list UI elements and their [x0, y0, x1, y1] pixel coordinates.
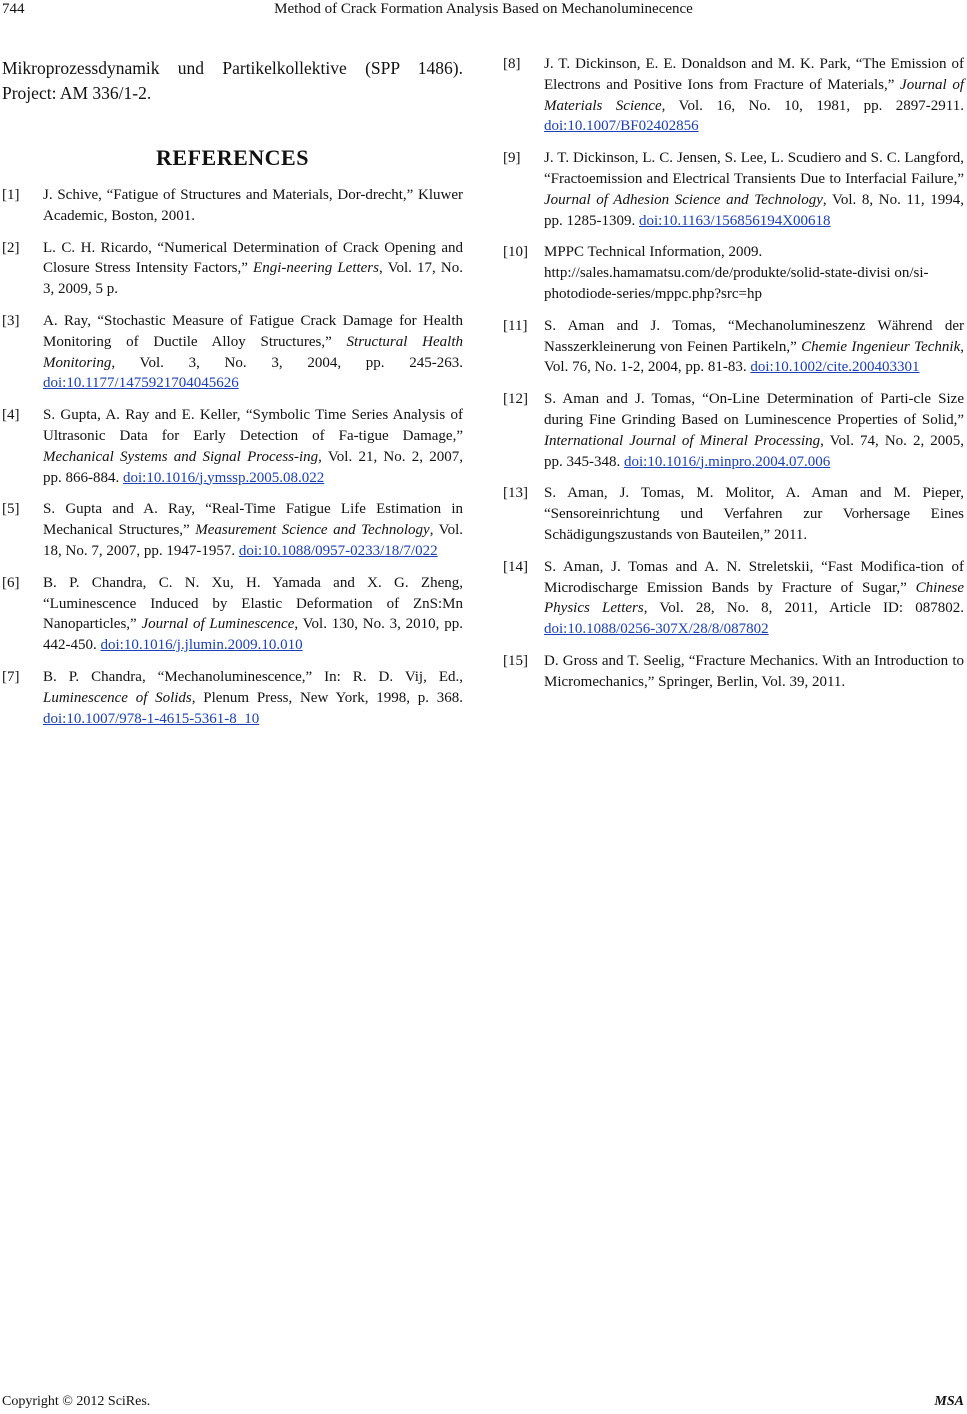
reference-item — [503, 483, 964, 545]
reference-list-left — [2, 185, 463, 729]
copyright-notice: Copyright © 2012 SciRes. — [2, 1394, 151, 1409]
reference-number: [14] — [503, 558, 528, 575]
reference-item — [503, 54, 964, 137]
reference-number: [6] — [2, 574, 20, 591]
reference-details: , Vol. 8, No. 11, 1994, pp. 1285-1309. — [544, 191, 964, 229]
reference-source-title: Chemie Ingenieur Technik — [801, 338, 961, 355]
reference-list-right — [503, 54, 964, 693]
reference-number: [5] — [2, 501, 20, 518]
reference-source-title: Structural Health Monitoring — [43, 333, 463, 371]
reference-item — [503, 557, 964, 640]
reference-number: [9] — [503, 150, 521, 167]
reference-text: S. Aman, J. Tomas and A. N. Streletskii, “Fast Modifica-tion of Microdischarge Emission Bands by Fracture of Sugar,” — [544, 558, 964, 596]
reference-item — [2, 311, 463, 394]
reference-source-title: Journal of Materials Science — [544, 76, 964, 114]
reference-text: S. Gupta and A. Ray, “Real-Time Fatigue Life Estimation in Mechanical Structures,” — [43, 501, 463, 539]
reference-source-title: Measurement Science and Technology — [195, 522, 430, 539]
reference-text: J. T. Dickinson, L. C. Jensen, S. Lee, L. Scudiero and S. C. Langford, “Fractoemission and Electrical Transients Due to Interfacial Failure,” — [544, 150, 964, 187]
reference-item — [2, 185, 463, 227]
running-head — [0, 0, 967, 22]
doi-link[interactable]: doi:10.1016/j.jlumin.2009.10.010 — [100, 637, 303, 654]
reference-details: , Plenum Press, New York, 1998, p. 368. — [191, 689, 463, 706]
reference-number: [8] — [503, 56, 521, 72]
reference-source-title: Luminescence of Solids — [43, 689, 192, 706]
reference-details: , Vol. 76, No. 1-2, 2004, pp. 81-83. — [544, 338, 964, 376]
reference-details: , Vol. 74, No. 2, 2005, pp. 345-348. — [544, 432, 964, 470]
reference-item — [503, 651, 964, 693]
reference-item — [503, 242, 964, 304]
reference-details: , Vol. 18, No. 7, 2007, pp. 1947-1957. — [43, 522, 463, 559]
reference-text: J. Schive, “Fatigue of Structures and Materials, Dor-drecht,” Kluwer Academic, Boston, 2001. — [43, 187, 463, 224]
reference-number: [11] — [503, 317, 528, 334]
reference-number: [4] — [2, 407, 20, 424]
journal-abbreviation: MSA — [934, 1394, 964, 1409]
reference-text: S. Gupta, A. Ray and E. Keller, “Symbolic Time Series Analysis of Ultrasonic Data for Early Detection of Fa-tigue Damage,” — [43, 407, 463, 444]
reference-text: J. T. Dickinson, E. E. Donaldson and M. K. Park, “The Emission of Electrons and Positive Ions from Fracture of Materials,” — [544, 56, 964, 93]
reference-details: , Vol. 16, No. 10, 1981, pp. 2897-2911. — [661, 97, 964, 114]
references-heading: REFERENCES — [156, 145, 309, 170]
reference-source-title: Chinese Physics Letters — [544, 579, 964, 617]
reference-text: L. C. H. Ricardo, “Numerical Determination of Crack Opening and Closure Stress Intensity Factors,” — [43, 239, 463, 277]
intro-paragraph: Mikroprozessdynamik und Partikelkollektive (SPP 1486). Project: AM 336/1-2. — [2, 58, 463, 103]
reference-number: [12] — [503, 391, 528, 408]
doi-link[interactable]: doi:10.1016/j.ymssp.2005.08.022 — [123, 469, 325, 486]
reference-item — [2, 238, 463, 300]
reference-details: , Vol. 17, No. 3, 2009, 5 p. — [43, 260, 463, 298]
reference-url: http://sales.hamamatsu.com/de/produkte/solid-state-divisi on/si-photodiode-series/mppc.php?src=hp — [544, 265, 929, 302]
reference-item — [2, 405, 463, 488]
reference-number: [2] — [2, 239, 20, 256]
reference-text: B. P. Chandra, C. N. Xu, H. Yamada and X. G. Zheng, “Luminescence Induced by Elastic Deformation of ZnS:Mn Nanoparticles,” — [43, 574, 463, 633]
doi-link[interactable]: doi:10.1163/156856194X00618 — [639, 212, 831, 229]
reference-text: MPPC Technical Information, 2009. — [544, 244, 763, 261]
reference-text: B. P. Chandra, “Mechanoluminescence,” In: R. D. Vij, Ed., — [43, 668, 463, 685]
reference-number: [10] — [503, 244, 528, 261]
reference-details: , Vol. 3, No. 3, 2004, pp. 245-263. — [111, 354, 463, 371]
reference-details: , Vol. 28, No. 8, 2011, Article ID: 087802. — [643, 600, 964, 617]
reference-source-title: Mechanical Systems and Signal Process-ing — [43, 448, 319, 465]
doi-link[interactable]: doi:10.1016/j.minpro.2004.07.006 — [624, 453, 831, 470]
doi-link[interactable]: doi:10.1002/cite.200403301 — [750, 359, 920, 376]
running-title: Method of Crack Formation Analysis Based on Mechanoluminecence — [274, 1, 693, 17]
reference-text: S. Aman, J. Tomas, M. Molitor, A. Aman and M. Pieper, “Sensoreinrichtung und Verfahren zur Vorhersage Eines Schädigungszustands von Bauteilen,” 2011. — [544, 485, 964, 543]
right-column — [503, 54, 964, 704]
reference-item — [503, 389, 964, 472]
reference-source-title: Journal of Adhesion Science and Technology — [544, 191, 823, 208]
reference-source-title: Engi-neering Letters — [253, 260, 379, 277]
reference-text: D. Gross and T. Seelig, “Fracture Mechanics. With an Introduction to Micromechanics,” Springer, Berlin, Vol. 39, 2011. — [544, 652, 964, 690]
reference-number: [15] — [503, 652, 528, 669]
reference-item — [503, 148, 964, 231]
reference-item — [2, 667, 463, 729]
reference-number: [1] — [2, 187, 20, 203]
reference-source-title: Journal of Luminescence — [141, 616, 295, 633]
reference-number: [3] — [2, 312, 20, 329]
reference-item — [503, 316, 964, 378]
reference-number: [7] — [2, 668, 20, 685]
reference-source-title: International Journal of Mineral Processing — [544, 432, 821, 449]
doi-link[interactable]: doi:10.1088/0256-307X/28/8/087802 — [544, 621, 769, 638]
reference-text: S. Aman and J. Tomas, “Mechanolumineszenz Während der Nasszerkleinerung von Feinen Partikeln,” — [544, 317, 964, 355]
reference-item — [2, 573, 463, 656]
doi-link[interactable]: doi:10.1007/BF02402856 — [544, 118, 699, 135]
reference-number: [13] — [503, 485, 528, 502]
reference-text: A. Ray, “Stochastic Measure of Fatigue Crack Damage for Health Monitoring of Ductile Alloy Structures,” — [43, 312, 463, 350]
reference-text: S. Aman and J. Tomas, “On-Line Determination of Parti-cle Size during Fine Grinding Based on Luminescence Properties of Solid,” — [544, 391, 964, 428]
reference-details: , Vol. 130, No. 3, 2010, pp. 442-450. — [43, 616, 463, 654]
doi-link[interactable]: doi:10.1088/0957-0233/18/7/022 — [238, 542, 438, 559]
page-number: 744 — [2, 1, 25, 17]
left-column — [2, 50, 463, 740]
reference-details: , Vol. 21, No. 2, 2007, pp. 866-884. — [43, 448, 463, 486]
doi-link[interactable]: doi:10.1177/1475921704045626 — [43, 375, 239, 392]
reference-item — [2, 499, 463, 561]
doi-link[interactable]: doi:10.1007/978-1-4615-5361-8_10 — [43, 710, 260, 727]
